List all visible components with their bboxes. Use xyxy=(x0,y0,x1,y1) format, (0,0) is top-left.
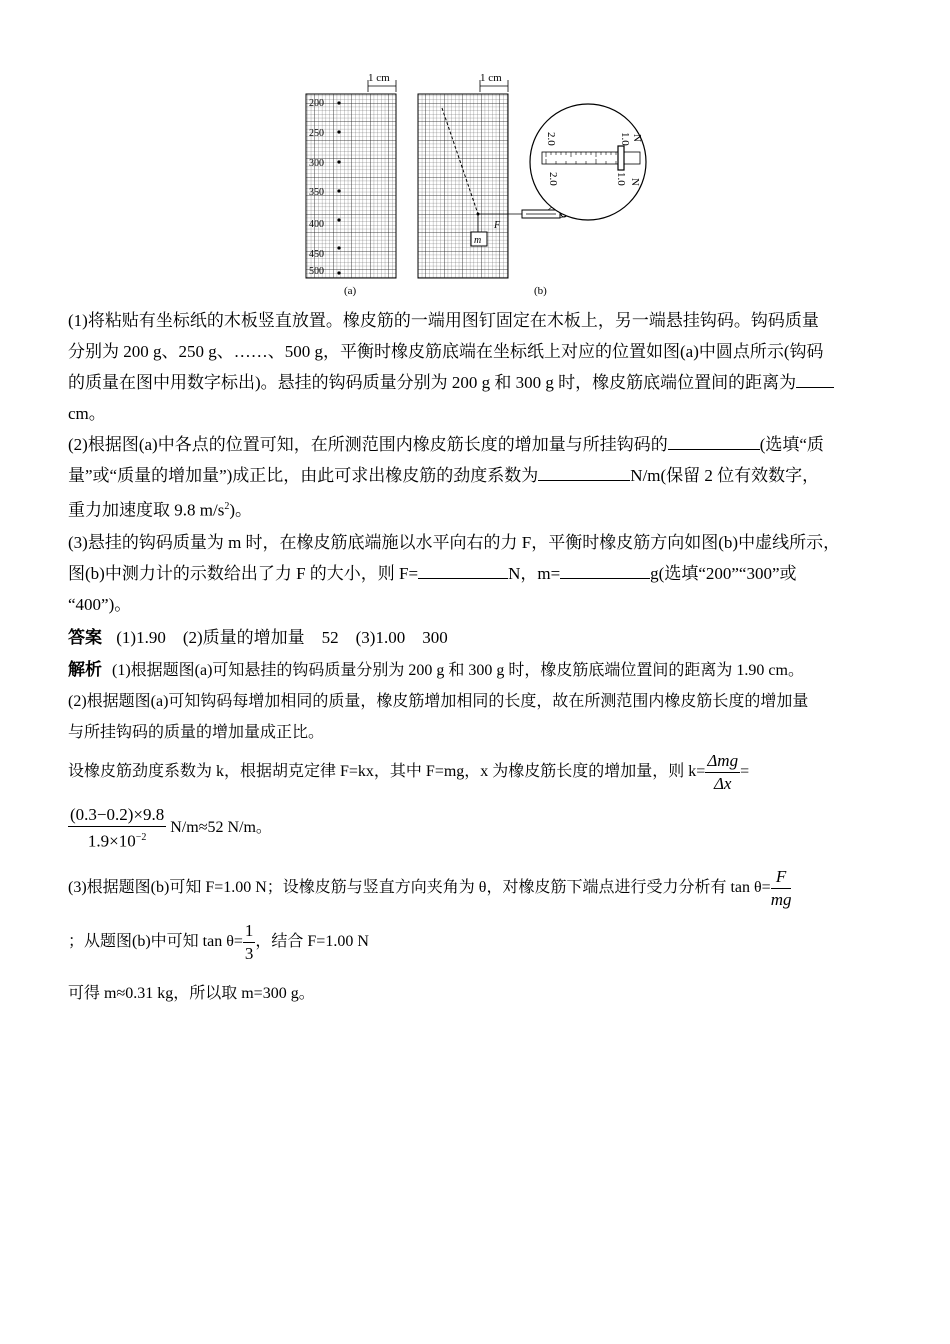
q1-line: cm。 xyxy=(68,404,106,423)
dial-zoom xyxy=(530,104,646,220)
analysis-line-3: (3)根据题图(b)可知 F=1.00 N；设橡皮筋与竖直方向夹角为 θ，对橡皮筋下端点进行受力分析有 tan θ= $\frac{F}{mg}$ xyxy=(68,867,792,909)
analysis-line: 与所挂钩码的质量的增加量成正比。 xyxy=(68,724,325,741)
analysis-conclusion: 可得 m≈0.31 kg，所以取 m=300 g。 xyxy=(68,985,315,1002)
mass-label: m xyxy=(474,235,482,246)
question-1 xyxy=(68,305,888,429)
analysis-line: 解析 (1)根据题图(a)可知悬挂的钩码质量分别为 200 g 和 300 g 时，橡皮筋底端位置间的距离为 1.90 cm。 xyxy=(68,660,804,679)
scale-label-a: 1 cm xyxy=(368,72,390,84)
q1-line: 分别为 200 g、250 g、……、500 g，平衡时橡皮筋底端在坐标纸上对应的位置如图(a)中圆点所示(钩码 xyxy=(68,342,824,361)
mass-mark: 500 xyxy=(309,266,324,277)
analysis-calc-line: $\frac{(0.3-0.2)\times 9.8}{1.9\times 10^{-2}}$ N/m≈52 N/m。 xyxy=(70,805,272,851)
mass-mark: 400 xyxy=(309,219,324,230)
board-b xyxy=(418,72,547,297)
scale-label-b: 1 cm xyxy=(480,72,502,84)
q2-line: 量”或“质量的增加量”)成正比，由此可求出橡皮筋的劲度系数为 N/m(保留 2 位有效数字， xyxy=(68,460,888,491)
q3-line: 图(b)中测力计的示数给出了力 F 的大小，则 F= N，m= g(选填“200”“300”或 xyxy=(68,558,888,589)
q3-line: (3)悬挂的钩码质量为 m 时，在橡皮筋底端施以水平向右的力 F，平衡时橡皮筋方向如图(b)中虚线所示， xyxy=(68,533,841,552)
dial-unit-bottom: N xyxy=(629,178,641,186)
q2-line: 重力加速度取 9.8 $m/s^2$)。 xyxy=(68,500,252,520)
caption-a: (a) xyxy=(344,285,357,297)
dial-right-top: 1.0 xyxy=(615,172,627,186)
analysis-line: (2)根据题图(a)可知钩码每增加相同的质量，橡皮筋增加相同的长度，故在所测范围内橡皮筋长度的增加量 xyxy=(68,693,809,710)
answer-line xyxy=(68,622,888,653)
mass-mark: 350 xyxy=(309,187,324,198)
board-a xyxy=(306,72,396,297)
experiment-figure xyxy=(296,66,656,302)
q1-line: (1)将粘贴有坐标纸的木板竖直放置。橡皮筋的一端用图钉固定在木板上，另一端悬挂钩码。钩码质量 xyxy=(68,311,819,330)
fraction: $\frac{F}{mg}$ xyxy=(770,867,792,909)
dial-unit-top: N xyxy=(631,134,643,142)
dial-right-bottom: 2.0 xyxy=(547,172,559,186)
answer-blank xyxy=(560,559,650,579)
dial-mid: 1.0 xyxy=(619,132,631,146)
analysis-block xyxy=(68,654,888,748)
analysis-tan-line: ；从题图(b)中可知 tan θ= $\frac{1}{3}$ ，结合 F=1.00 N xyxy=(68,921,369,963)
mass-mark: 200 xyxy=(309,98,324,109)
answer-text: (1)1.90 (2)质量的增加量 52 (3)1.00 300 xyxy=(116,628,448,647)
question-2 xyxy=(68,429,888,526)
fraction: $\frac{(0.3-0.2)\times 9.8}{1.9\times 10^{-2}}$ xyxy=(70,805,165,851)
mass-mark: 450 xyxy=(309,249,324,260)
answer-blank xyxy=(796,368,834,388)
dial-left: 2.0 xyxy=(545,132,557,146)
mass-mark: 300 xyxy=(309,158,324,169)
answer-blank xyxy=(668,430,760,450)
mass-mark: 250 xyxy=(309,128,324,139)
question-3 xyxy=(68,527,888,620)
q2-line: (2)根据图(a)中各点的位置可知，在所测范围内橡皮筋长度的增加量与所挂钩码的 (选填“质 xyxy=(68,429,888,460)
fraction: $\frac{1}{3}$ xyxy=(244,921,254,963)
analysis-hooke-line: 设橡皮筋劲度系数为 k，根据胡克定律 F=kx，其中 F=mg，x 为橡皮筋长度的增加量，则 k= $\frac{\text{Δmg}}{\Delta x}$ = xyxy=(68,751,750,793)
q3-line: “400”)。 xyxy=(68,595,132,614)
q1-line: 的质量在图中用数字标出)。悬挂的钩码质量分别为 200 g 和 300 g 时，橡皮筋底端位置间的距离为 xyxy=(68,367,888,398)
force-label: F xyxy=(494,220,501,231)
answer-blank xyxy=(418,559,508,579)
answer-blank xyxy=(538,461,630,481)
answer-label: 答案 xyxy=(68,628,102,647)
fraction: $\frac{\text{Δmg}}{\Delta x}$ xyxy=(707,751,739,793)
caption-b: (b) xyxy=(534,285,547,297)
